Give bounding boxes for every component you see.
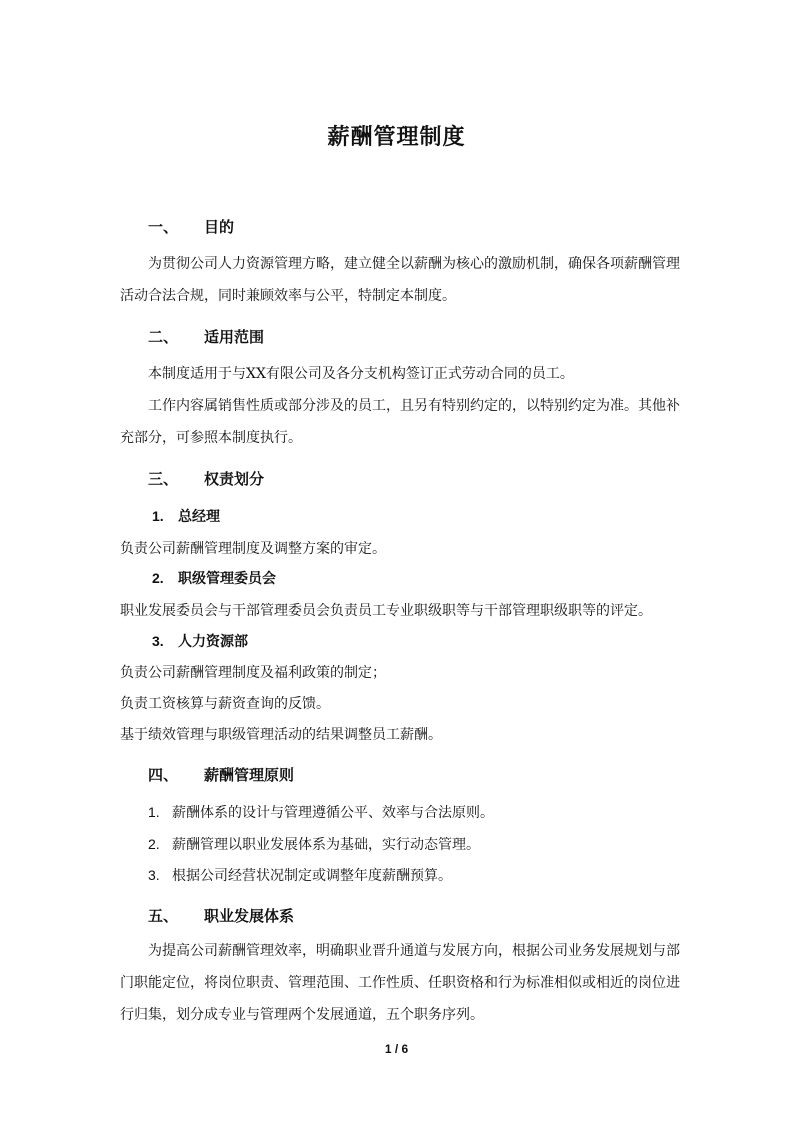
- paragraph-line: 工作内容属销售性质或部分涉及的员工，且另有特别约定的，以特别约定为准。其他补: [148, 398, 680, 414]
- list-item: [148, 834, 480, 854]
- section-number: 四、: [148, 766, 179, 784]
- subsection-heading-rank-committee: [152, 568, 276, 588]
- paragraph: [120, 390, 680, 454]
- list-text: 根据公司经营状况制定或调整年度薪酬预算。: [172, 868, 452, 884]
- list-item: [148, 802, 494, 822]
- list-text: 薪酬管理以职业发展体系为基础，实行动态管理。: [172, 837, 480, 853]
- paragraph-line: 充部分，可参照本制度执行。: [120, 430, 302, 446]
- document-title: 薪酬管理制度: [327, 124, 466, 150]
- paragraph: [120, 935, 680, 1031]
- section-number: 二、: [148, 328, 179, 346]
- subsection-line: 负责公司薪酬管理制度及福利政策的制定；: [120, 665, 386, 681]
- subsection-line: 基于绩效管理与职级管理活动的结果调整员工薪酬。: [120, 727, 442, 743]
- paragraph-line: 为提高公司薪酬管理效率，明确职业晋升通道与发展方向，根据公司业务发展规划与部: [148, 943, 680, 959]
- section-heading-career-system: [148, 905, 294, 926]
- paragraph-line: 行归集，划分成专业与管理两个发展通道，五个职务序列。: [120, 1007, 484, 1023]
- subsection-title: 总经理: [178, 509, 220, 525]
- paragraph-line: 活动合法合规，同时兼顾效率与公平，特制定本制度。: [120, 288, 456, 304]
- page-number: 1 / 6: [384, 1042, 409, 1056]
- subsection-number: 3.: [152, 633, 164, 649]
- paragraph-line: 为贯彻公司人力资源管理方略，建立健全以薪酬为核心的激励机制，确保各项薪酬管理: [148, 256, 680, 272]
- paragraph: [120, 358, 680, 390]
- paragraph: [120, 248, 680, 312]
- section-number: 五、: [148, 907, 179, 925]
- section-title: 目的: [204, 218, 235, 236]
- subsection-title: 职级管理委员会: [178, 571, 276, 587]
- section-heading-responsibilities: [148, 468, 264, 489]
- list-number: 2.: [148, 836, 160, 852]
- section-heading-scope: [148, 326, 264, 347]
- subsection-heading-hr-dept: [152, 631, 248, 651]
- section-heading-principles: [148, 764, 294, 785]
- section-heading-purpose: [148, 216, 234, 237]
- subsection-line: 职业发展委员会与干部管理委员会负责员工专业职级职等与干部管理职级职等的评定。: [120, 603, 652, 619]
- section-number: 三、: [148, 470, 179, 488]
- subsection-heading-general-manager: [152, 506, 220, 526]
- list-number: 1.: [148, 804, 160, 820]
- section-number: 一、: [148, 218, 179, 236]
- paragraph-line: 门职能定位，将岗位职责、管理范围、工作性质、任职资格和行为标准相似或相近的岗位进: [120, 975, 680, 991]
- subsection-line: 负责工资核算与薪资查询的反馈。: [120, 696, 330, 712]
- section-title: 权责划分: [204, 470, 265, 488]
- subsection-number: 2.: [152, 570, 164, 586]
- list-number: 3.: [148, 867, 160, 883]
- subsection-line: 负责公司薪酬管理制度及调整方案的审定。: [120, 541, 386, 557]
- subsection-title: 人力资源部: [178, 634, 248, 650]
- list-item: [148, 865, 452, 885]
- section-title: 适用范围: [204, 328, 265, 346]
- subsection-number: 1.: [152, 508, 164, 524]
- list-text: 薪酬体系的设计与管理遵循公平、效率与合法原则。: [172, 805, 494, 821]
- section-title: 职业发展体系: [204, 907, 295, 925]
- paragraph-line: 本制度适用于与XX有限公司及各分支机构签订正式劳动合同的员工。: [148, 366, 574, 382]
- section-title: 薪酬管理原则: [204, 766, 295, 784]
